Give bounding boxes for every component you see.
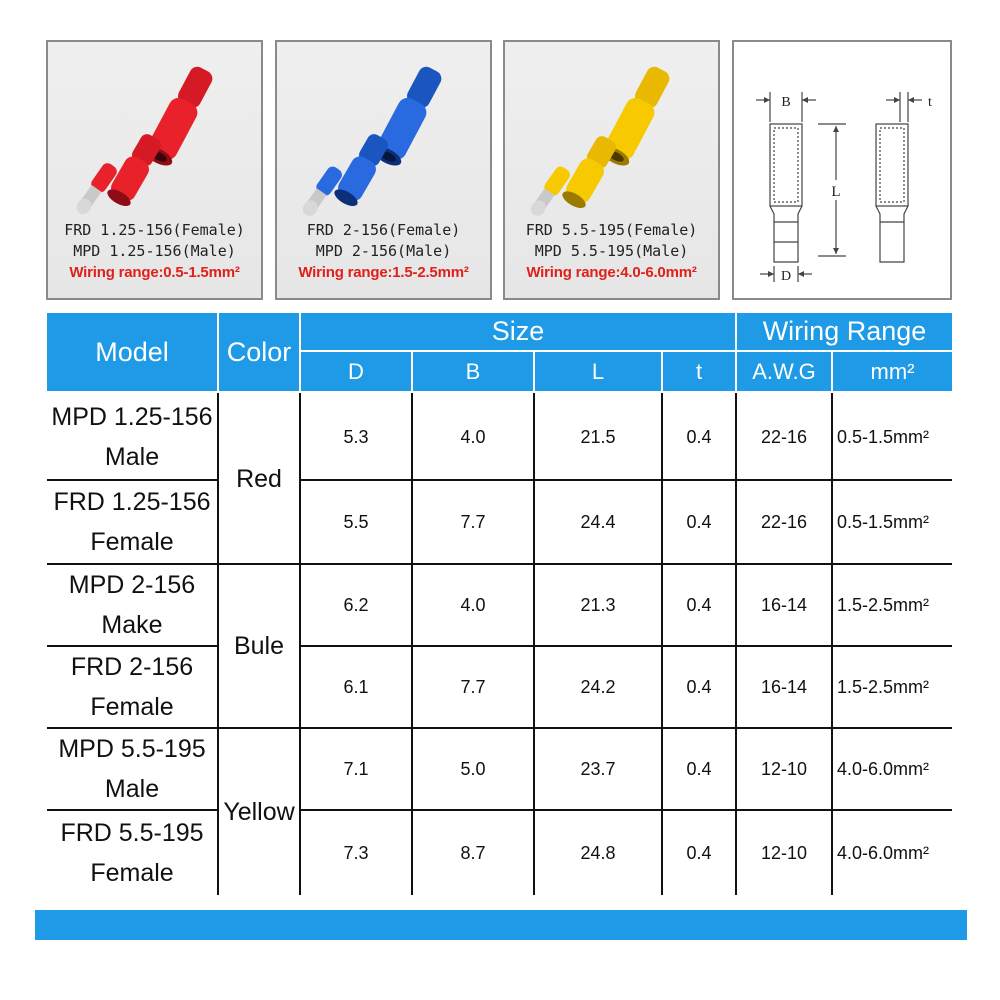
cell-awg: 16-14 [760, 676, 808, 697]
cell-b: 4.0 [460, 426, 486, 447]
model-cell [47, 565, 217, 645]
panel-captions [48, 220, 261, 283]
cell-mm: 0.5-1.5mm² [837, 511, 930, 532]
cell-b: 7.7 [460, 676, 486, 697]
header-color: Color [219, 313, 299, 391]
model-cell [47, 481, 217, 563]
header-size: Size [301, 313, 735, 350]
product-panel-blue [275, 40, 492, 300]
male-model-label: MPD 1.25-156(Male) [73, 242, 236, 260]
cell-awg: 22-16 [760, 426, 808, 447]
subheader-t: t [663, 352, 735, 391]
cell-awg: 12-10 [760, 842, 808, 863]
cell-t: 0.4 [686, 758, 712, 779]
model-gender: Female [90, 528, 174, 556]
model-gender: Make [101, 611, 163, 639]
red-connector-photo [48, 42, 263, 217]
model-number: FRD 1.25-156 [53, 488, 211, 516]
model-gender: Male [104, 443, 160, 471]
wiring-range-label: Wiring range:1.5-2.5mm² [298, 264, 469, 281]
subheader-mm: mm² [833, 352, 952, 391]
dim-label-t: t [928, 95, 932, 110]
cell-t: 0.4 [686, 426, 712, 447]
product-panel-red [46, 40, 263, 300]
cell-mm: 1.5-2.5mm² [837, 594, 930, 615]
panel-captions [505, 220, 718, 283]
cell-b: 4.0 [460, 594, 486, 615]
wiring-range-label: Wiring range:4.0-6.0mm² [526, 264, 697, 281]
header-model: Model [47, 313, 217, 391]
model-cell [47, 395, 217, 479]
color-blue: Bule [233, 631, 285, 660]
connector-dimension-diagram [734, 42, 950, 298]
cell-t: 0.4 [686, 511, 712, 532]
cell-mm: 0.5-1.5mm² [837, 426, 930, 447]
female-model-label: FRD 5.5-195(Female) [525, 221, 698, 239]
cell-b: 8.7 [460, 842, 486, 863]
model-number: MPD 2-156 [68, 571, 196, 599]
header-wiring-range: Wiring Range [737, 313, 952, 350]
model-cell [47, 811, 217, 895]
model-gender: Male [104, 775, 160, 803]
female-model-label: FRD 1.25-156(Female) [64, 221, 245, 239]
dimension-drawing [732, 40, 952, 300]
model-number: FRD 2-156 [70, 653, 194, 681]
cell-t: 0.4 [686, 842, 712, 863]
cell-awg: 16-14 [760, 594, 808, 615]
cell-mm: 4.0-6.0mm² [837, 758, 930, 779]
dim-label-d: D [780, 269, 792, 284]
cell-b: 5.0 [460, 758, 486, 779]
cell-d: 5.3 [343, 426, 369, 447]
model-gender: Female [90, 693, 174, 721]
yellow-connector-photo [505, 42, 720, 217]
model-number: MPD 1.25-156 [51, 403, 213, 431]
model-gender: Female [90, 859, 174, 887]
cell-awg: 12-10 [760, 758, 808, 779]
male-model-label: MPD 5.5-195(Male) [534, 242, 689, 260]
cell-mm: 1.5-2.5mm² [837, 676, 930, 697]
model-number: FRD 5.5-195 [60, 819, 204, 847]
cell-b: 7.7 [460, 511, 486, 532]
model-cell [47, 729, 217, 809]
cell-awg: 22-16 [760, 511, 808, 532]
subheader-b: B [413, 352, 533, 391]
cell-d: 5.5 [343, 511, 369, 532]
cell-l: 23.7 [580, 758, 616, 779]
product-panel-yellow [503, 40, 720, 300]
male-model-label: MPD 2-156(Male) [315, 242, 452, 260]
female-model-label: FRD 2-156(Female) [306, 221, 461, 239]
blue-connector-photo [277, 42, 492, 217]
cell-d: 7.1 [343, 758, 369, 779]
dim-label-b: B [781, 95, 791, 110]
cell-t: 0.4 [686, 676, 712, 697]
model-cell [47, 647, 217, 727]
subheader-l: L [535, 352, 661, 391]
cell-l: 24.4 [580, 511, 616, 532]
bottom-banner [35, 910, 967, 940]
dim-label-l: L [831, 184, 841, 200]
cell-d: 6.2 [343, 594, 369, 615]
cell-d: 6.1 [343, 676, 369, 697]
color-red: Red [236, 464, 282, 493]
cell-mm: 4.0-6.0mm² [837, 842, 930, 863]
cell-l: 24.2 [580, 676, 616, 697]
cell-d: 7.3 [343, 842, 369, 863]
subheader-awg: A.W.G [737, 352, 831, 391]
wiring-range-label: Wiring range:0.5-1.5mm² [69, 264, 240, 281]
cell-t: 0.4 [686, 594, 712, 615]
model-number: MPD 5.5-195 [58, 735, 206, 763]
subheader-d: D [301, 352, 411, 391]
panel-captions [277, 220, 490, 283]
cell-l: 21.5 [580, 426, 616, 447]
cell-l: 21.3 [580, 594, 616, 615]
color-yellow: Yellow [223, 797, 295, 826]
cell-l: 24.8 [580, 842, 616, 863]
